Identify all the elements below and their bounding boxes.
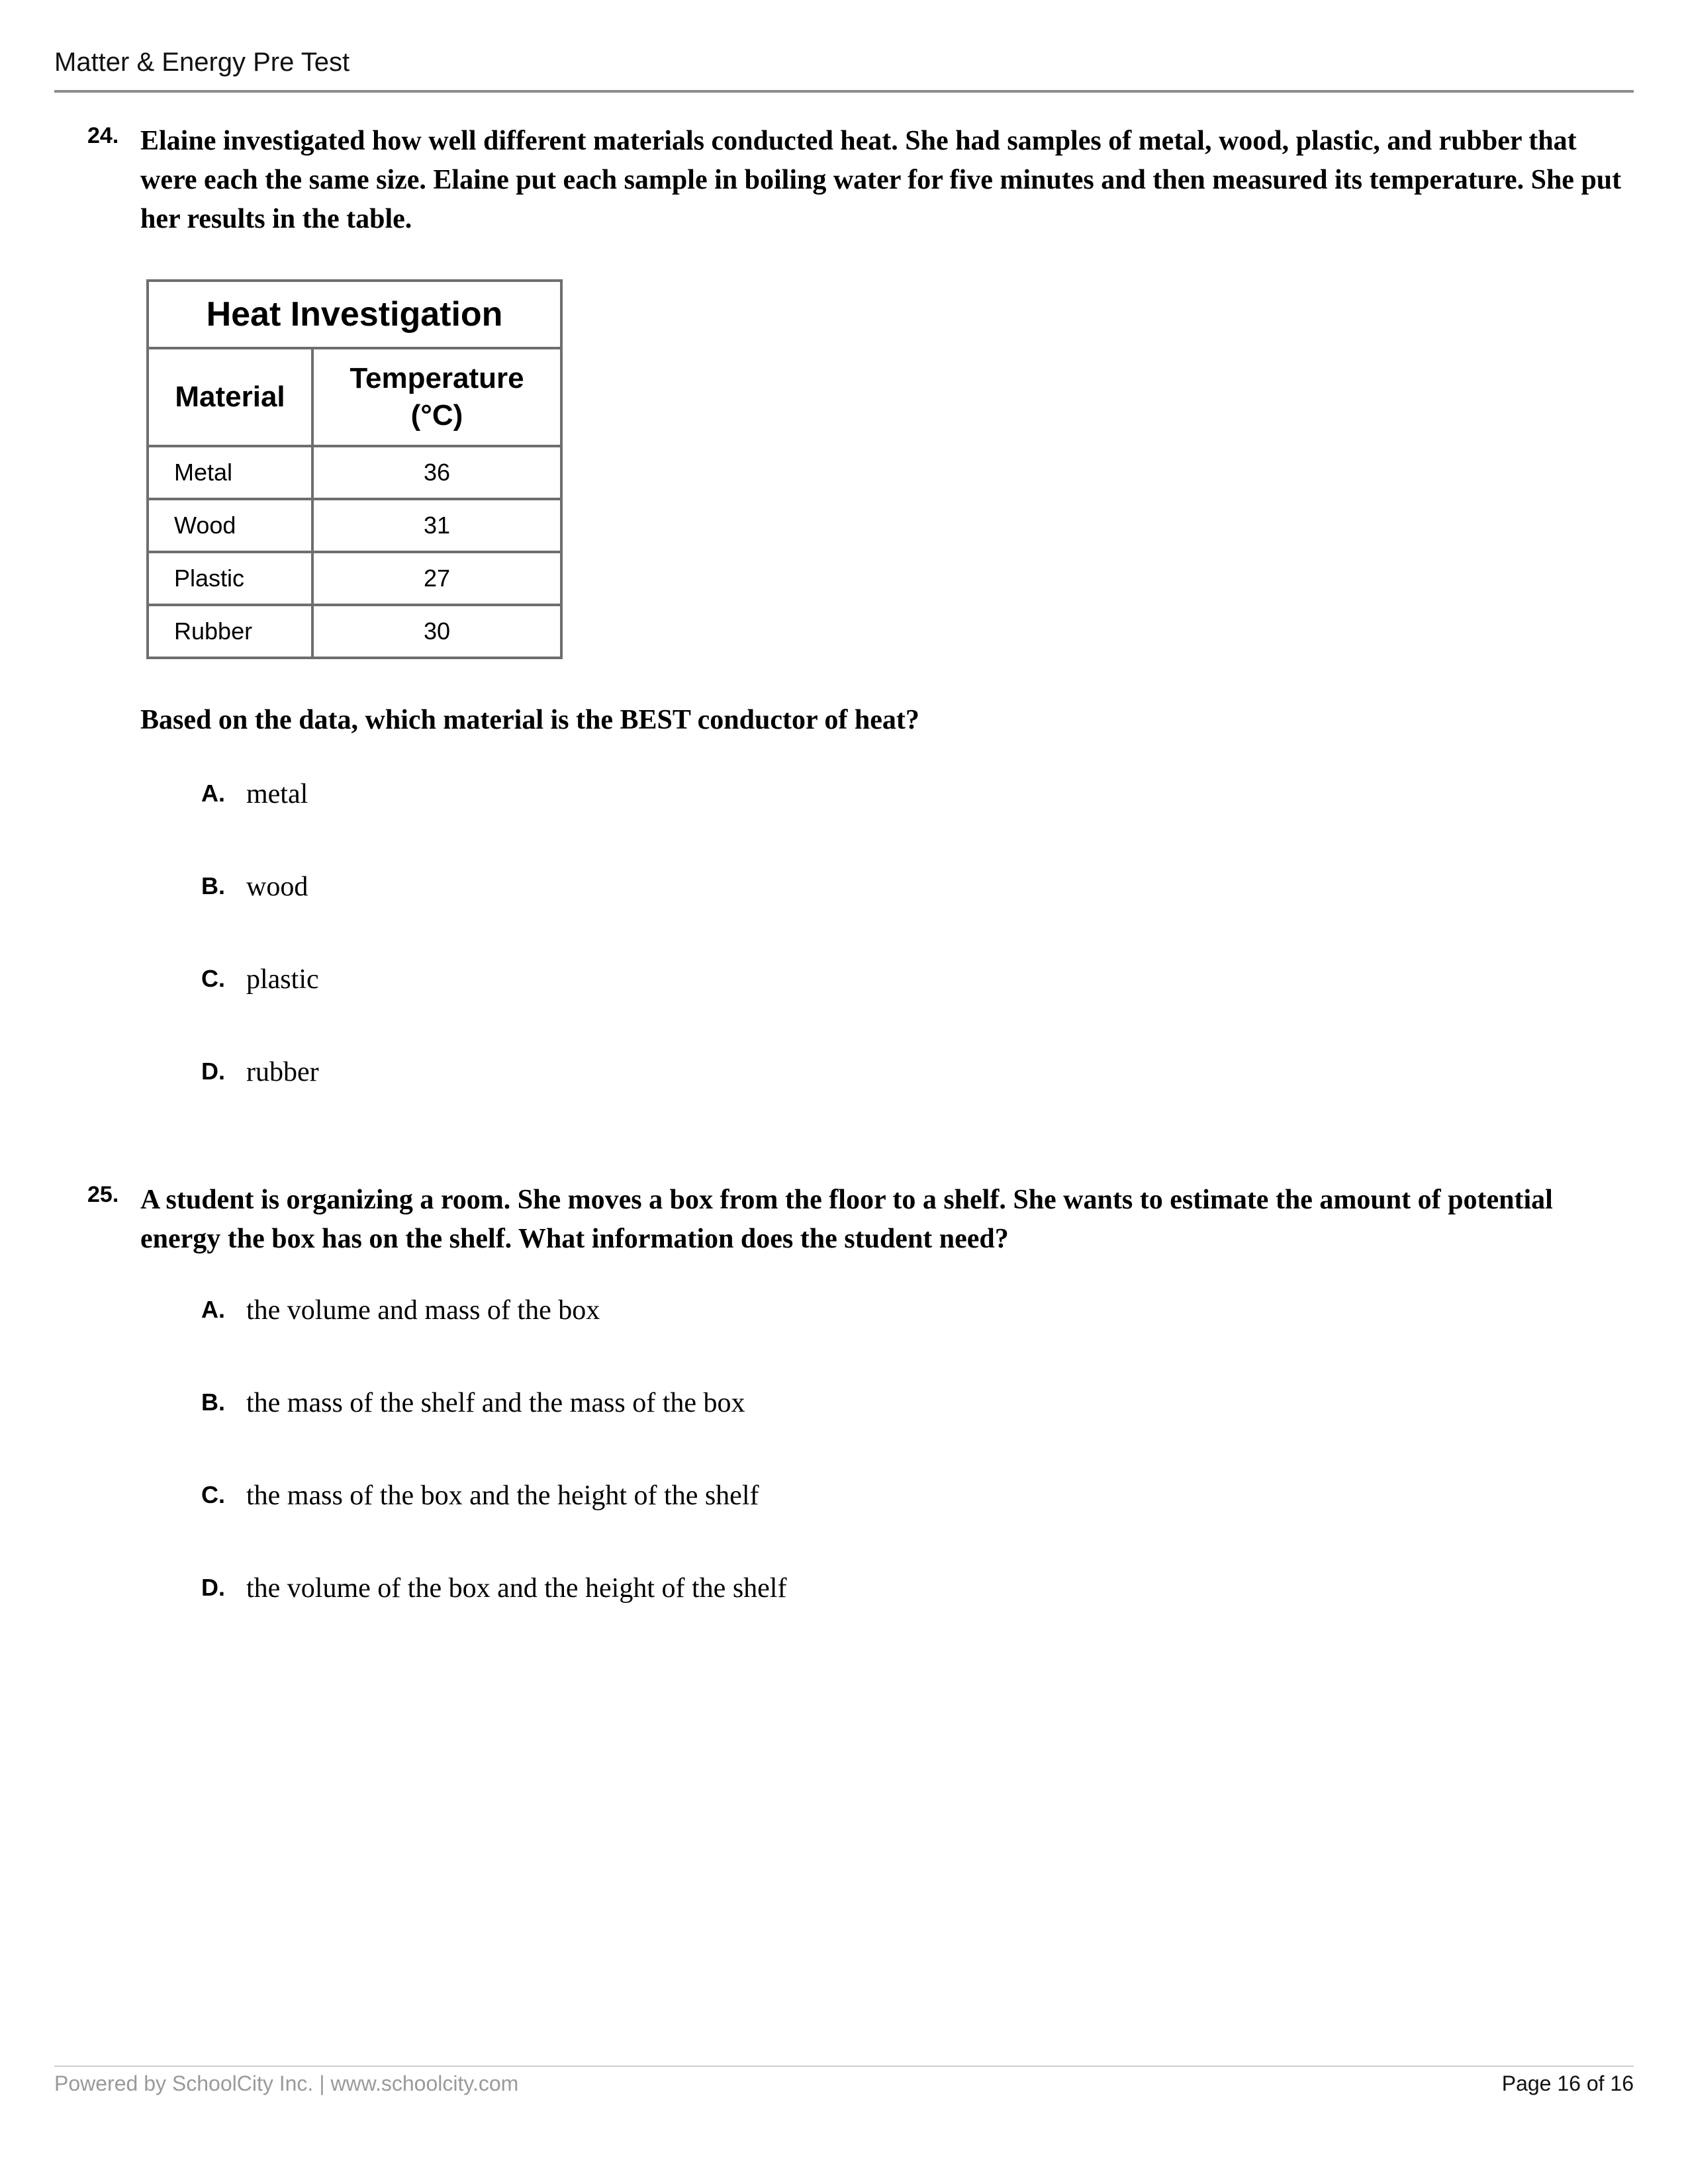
temperature-cell: 31	[312, 499, 561, 552]
column-header-temperature	[312, 348, 561, 446]
footer-powered-by: Powered by SchoolCity Inc. | www.schoolcity.com	[54, 2071, 519, 2095]
material-cell: Plastic	[148, 552, 312, 605]
q24-choice-d-text[interactable]: rubber	[246, 1057, 319, 1087]
question-24-prompt: Based on the data, which material is the BEST conductor of heat?	[140, 705, 919, 735]
q24-choice-c-letter: C.	[201, 965, 225, 992]
q25-choice-c-text[interactable]: the mass of the box and the height of the shelf	[246, 1480, 759, 1511]
heat-investigation-table	[146, 279, 563, 659]
temperature-cell: 36	[312, 446, 561, 499]
question-24-stem-text: Elaine investigated how well different materials conducted heat. She had samples of metal, wood, plastic, and rubber that were each the same size. Elaine put each sample in boiling water for five minutes and then measured its temperature. She put her results in the table.	[140, 126, 1622, 234]
question-25-number: 25.	[87, 1182, 119, 1207]
page-header-title: Matter & Energy Pre Test	[54, 48, 350, 77]
header-divider	[54, 90, 1634, 93]
material-cell: Metal	[148, 446, 312, 499]
q24-choice-c-text[interactable]: plastic	[246, 964, 319, 995]
q25-choice-c-letter: C.	[201, 1481, 225, 1508]
column-header-temperature-text: Temperature (°C)	[350, 362, 524, 432]
q24-choice-d-letter: D.	[201, 1058, 225, 1085]
question-24-number: 24.	[87, 123, 119, 148]
q24-choice-b-text[interactable]: wood	[246, 872, 308, 902]
table-row	[148, 552, 561, 605]
q25-choice-a-letter: A.	[201, 1296, 225, 1323]
q25-choice-b-letter: B.	[201, 1388, 225, 1416]
material-cell: Rubber	[148, 605, 312, 658]
footer-page-number: Page 16 of 16	[1501, 2071, 1634, 2095]
q25-choice-d-text[interactable]: the volume of the box and the height of the shelf	[246, 1573, 787, 1604]
question-24-stem	[140, 122, 1623, 239]
q25-choice-b-text[interactable]: the mass of the shelf and the mass of the box	[246, 1388, 745, 1418]
temperature-cell: 30	[312, 605, 561, 658]
q24-choice-a-letter: A.	[201, 780, 225, 807]
question-25-stem	[140, 1181, 1623, 1259]
q25-choice-d-letter: D.	[201, 1574, 225, 1601]
footer-divider	[54, 2066, 1634, 2067]
temperature-cell: 27	[312, 552, 561, 605]
table-row	[148, 499, 561, 552]
table-caption: Heat Investigation	[148, 281, 561, 348]
q24-choice-b-letter: B.	[201, 872, 225, 899]
table-row	[148, 446, 561, 499]
question-25-stem-text: A student is organizing a room. She moves a box from the floor to a shelf. She wants to estimate the amount of potential energy the box has on the shelf. What information does the student need?	[140, 1185, 1553, 1254]
column-header-material: Material	[148, 348, 312, 446]
table-row	[148, 605, 561, 658]
material-cell: Wood	[148, 499, 312, 552]
q24-choice-a-text[interactable]: metal	[246, 779, 308, 809]
q25-choice-a-text[interactable]: the volume and mass of the box	[246, 1295, 600, 1326]
